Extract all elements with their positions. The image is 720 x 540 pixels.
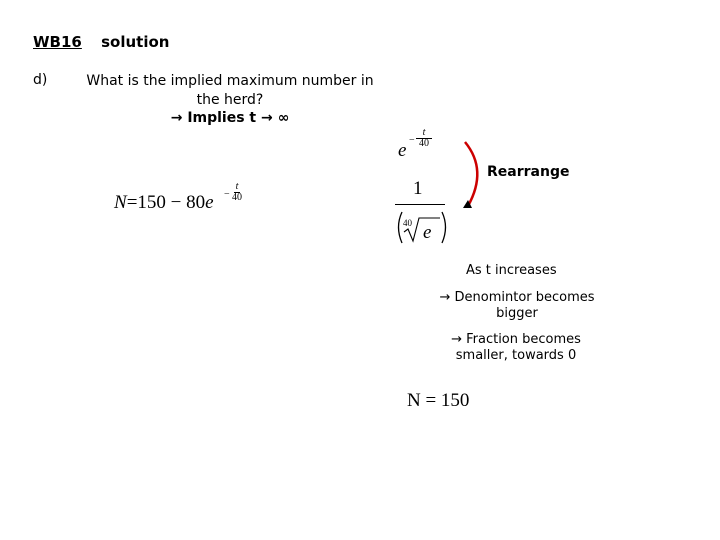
- e-power-term: e: [398, 140, 407, 161]
- infinity-symbol: ∞: [277, 110, 290, 126]
- arrow-right-icon: →: [451, 332, 462, 347]
- implies-line: [80, 110, 380, 126]
- e-power-exponent: [409, 127, 435, 149]
- exp-sign: −: [224, 189, 230, 200]
- exp-denominator: 40: [419, 138, 429, 149]
- title-text: solution: [101, 33, 170, 51]
- rearrange-label: Rearrange: [487, 164, 570, 180]
- note-fraction-text: Fraction becomes smaller, towards 0: [455, 332, 581, 363]
- slide-title: [33, 33, 169, 51]
- fraction-numerator: 1: [413, 178, 423, 199]
- eq-rhs-prefix: =150 − 80: [126, 192, 206, 213]
- question-text: What is the implied maximum number in the herd?: [86, 73, 374, 108]
- root-e: e: [423, 222, 432, 243]
- note-fraction: [446, 332, 586, 364]
- eq-e: e: [205, 192, 214, 213]
- note-denominator: [437, 290, 597, 322]
- main-equation: [114, 181, 242, 214]
- exp-numerator: t: [235, 181, 239, 192]
- exp-numerator: t: [422, 127, 426, 138]
- main-exponent: [224, 181, 242, 203]
- note-t-increases: As t increases: [466, 263, 557, 278]
- fraction-bar: [395, 204, 445, 205]
- arrow-right-icon: →: [261, 110, 273, 126]
- eq-lhs: N: [114, 192, 127, 213]
- exp-denominator: 40: [232, 192, 242, 203]
- result-equation: N = 150: [407, 390, 470, 411]
- exp-sign: −: [409, 135, 415, 146]
- root-index: 40: [403, 218, 412, 228]
- root-expression: [394, 210, 450, 246]
- implies-label: Implies t: [187, 110, 257, 126]
- worked-example-code: WB16: [33, 33, 82, 51]
- arrow-right-icon: →: [170, 110, 183, 126]
- fraction-denominator: [394, 210, 450, 246]
- arrow-right-icon: →: [439, 290, 451, 305]
- note-denominator-text: Denomintor becomes bigger: [454, 290, 595, 321]
- part-label: d): [33, 72, 48, 88]
